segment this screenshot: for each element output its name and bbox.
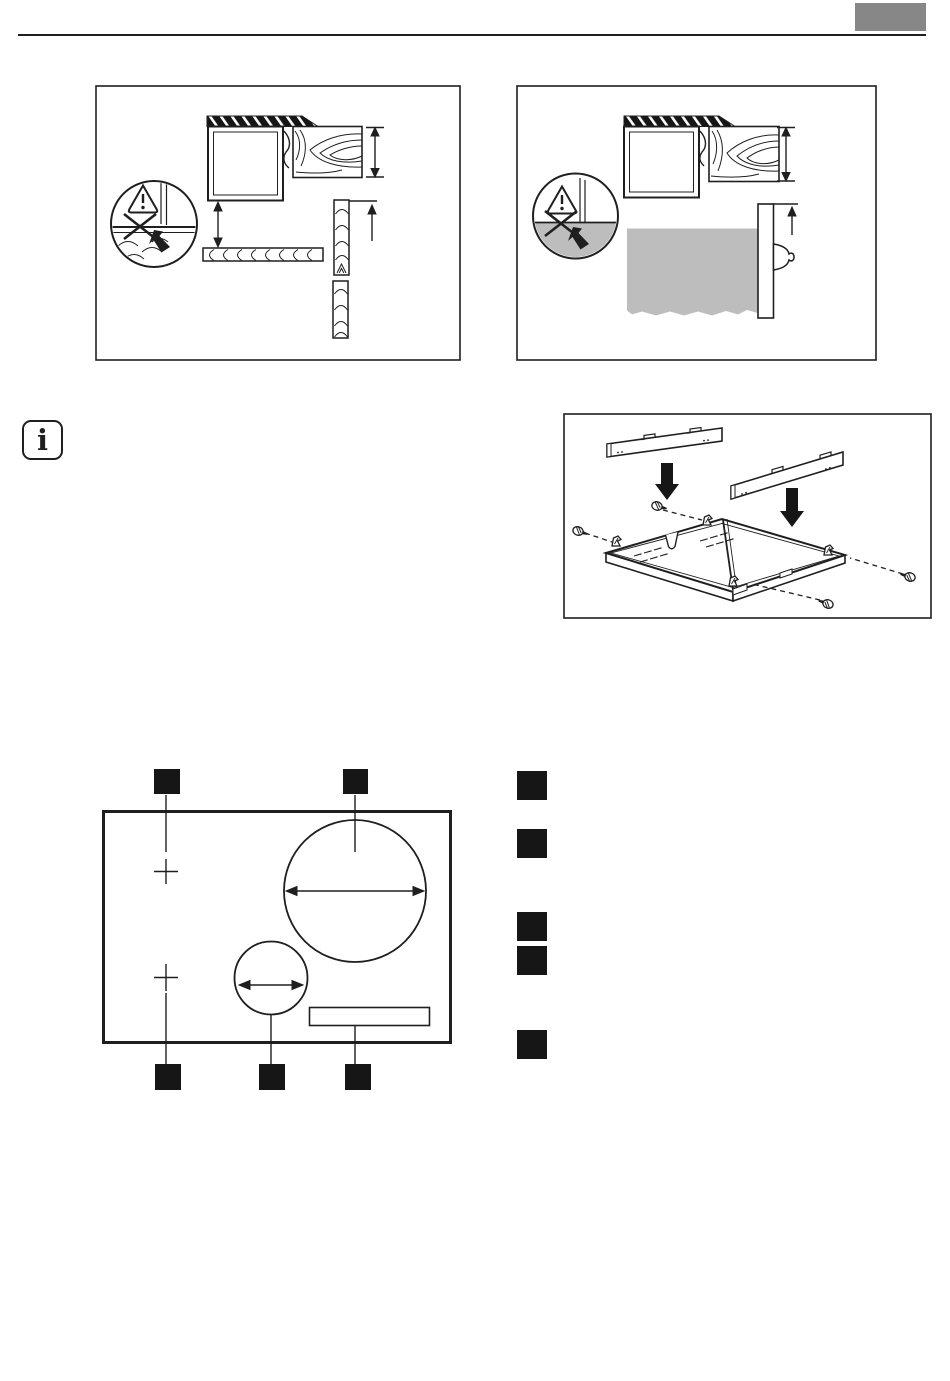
callout-markers-bottom [155,1064,371,1090]
callout-marker [345,1064,371,1090]
legend-marker-4 [517,946,547,975]
info-icon-glyph: i [36,422,49,457]
header-rule [18,34,926,36]
legend-marker-3 [517,912,547,941]
legend-marker-1 [517,771,547,800]
back-panel-boards [333,200,349,338]
warning-inset [111,181,197,267]
info-icon [22,420,63,460]
seal-strip [207,116,318,127]
legend-marker-5 [517,1030,547,1059]
shelf-board [203,248,323,261]
callout-marker [154,769,180,794]
cabinet-gray-panel [627,229,758,316]
legend-marker-2 [517,829,547,858]
worktop-wood-block [709,127,779,182]
hob-cross-section [624,127,706,198]
callout-marker [259,1064,285,1090]
seal-strip [624,116,735,127]
figure-hob-cutout [95,755,470,1100]
figure-cabinet-clearance [516,85,877,361]
hob-cross-section [208,127,290,201]
callout-marker [343,769,368,794]
worktop-wood-block [293,127,362,178]
figure-protection-floor-assembly [563,413,932,619]
callout-markers-top [154,769,368,794]
figure-worktop-clearance [95,85,461,361]
page-number-box [855,3,926,31]
control-display-window [310,1008,430,1026]
callout-marker [155,1064,181,1090]
